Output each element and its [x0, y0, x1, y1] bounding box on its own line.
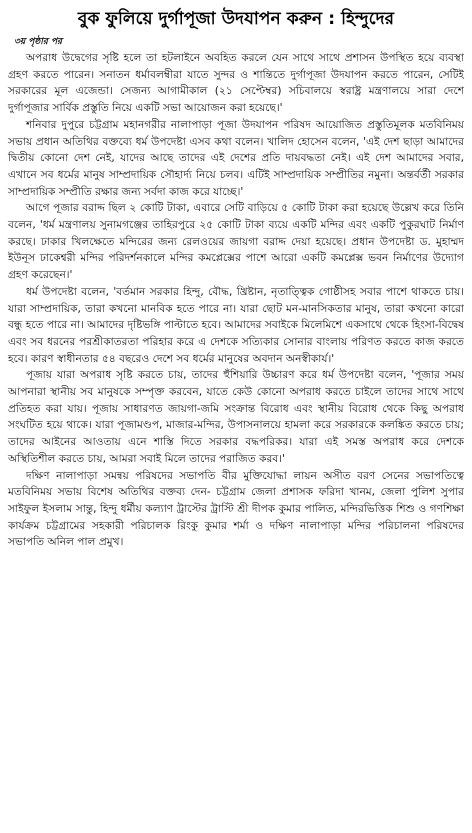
paragraph: শনিবার দুপুরে চট্টগ্রাম মহানগরীর নালাপাড়া পূজা উদযাপন পরিষদ আয়োজিত প্রস্তুতিমূলক মতবিনিময় সভায় প্রধান অতিথির বক্তব্যে ধর্ম উপদেষ্টা এসব কথা বলেন। খালিদ হোসেন বলেন, 'এই দেশ ছাড়া আমাদের দ্বিতীয় কোনো দেশ নেই, যাদের আছে তাদের এই দেশের প্রতি দায়বদ্ধতা নেই। এই দেশ আমাদের সবার, এখানে সব ধর্মের মানুষ সাম্প্রদায়িক সৌহার্দ্য নিয়ে চলব। এটিই সাম্প্রদায়িক সম্প্রীতির নমুনা। অন্তর্বর্তী সরকার সাম্প্রদায়িক সম্প্রীতি রক্ষার জন্য সর্বদা কাজ করে যাচ্ছে।'	[8, 118, 464, 198]
paragraph: আগে পূজার বরাদ্দ ছিল ২ কোটি টাকা, এবারে সেটি বাড়িয়ে ৫ কোটি টাকা করা হয়েছে উল্লেখ করে তিনি বলেন, 'ধর্ম মন্ত্রণালয় সুনামগঞ্জের তাহিরপুরে ২৫ কোটি টাকা ব্যয়ে একটি মন্দির এবং একটি পুকুরঘাট নির্মাণ করছে। ঢাকার খিলক্ষেতে মন্দিরের জন্য রেলওয়ের জায়গা বরাদ্দ দেয়া হয়েছে। প্রধান উপদেষ্টা ড. মুহাম্মদ ইউনূস ঢাকেশ্বরী মন্দির পরিদর্শনকালে মন্দির কমপ্লেক্সের পাশে আরো একটি কমপ্লেক্স ভবন নির্মাণের উদ্যোগ গ্রহণ করেছেন।'	[8, 202, 464, 282]
paragraph: ধর্ম উপদেষ্টা বলেন, 'বর্তমান সরকার হিন্দু, বৌদ্ধ, খ্রিষ্টান, নৃতাত্ত্বিক গোষ্ঠীসহ সবার পাশে থাকতে চায়। যারা সাম্প্রদায়িক, তারা কখনো মানবিক হতে পারে না। যারা ছোট মন-মানসিকতার মানুষ, তারা কখনো কারো বন্ধু হতে পারে না। আমাদের দৃষ্টিভঙ্গি পাল্টাতে হবে। আমাদের সবাইকে মিলেমিশে একসাথে থেকে হিংসা-বিদ্বেষ এবং সব ধরনের পরশ্রীকাতরতা পরিহার করে এ দেশকে সত্যিকার সোনার বাংলায় পরিণত করতে কাজ করতে হবে। কারণ স্বাধীনতার ৫৪ বছরেও দেশে সব ধর্মের মানুষের অবদান অনস্বীকার্য।'	[8, 285, 464, 365]
paragraph: পূজায় যারা অপরাধ সৃষ্টি করতে চায়, তাদের হুঁশিয়ারি উচ্চারণ করে ধর্ম উপদেষ্টা বলেন, 'পূজার সময় আপনারা স্থানীয় সব মানুষকে সম্পৃক্ত করবেন, যাতে কেউ কোনো অপরাধ করতে চাইলে তাদের সাথে সাথে প্রতিহত করা যায়। পূজায় সাধারণত জায়গা-জমি সংক্রান্ত বিরোধ এবং স্থানীয় বিরোধ থেকে কিছু অপরাধ সংঘটিত হয়ে থাকে। যারা পূজামণ্ডপ, মাজার-মন্দির, উপাসনালয়ে হামলা করে সরকারকে কলঙ্কিত করতে চায়; তাদের আইনের আওতায় এনে শাস্তি দিতে সরকার বদ্ধপরিকর। যারা এই সমস্ত অপরাধ করে দেশকে অস্থিতিশীল করতে চায়, আমরা সবাই মিলে তাদের পরাজিত করব।'	[8, 369, 464, 465]
article-body	[8, 50, 464, 551]
paragraph: দক্ষিণ নালাপাড়া সমন্বয় পরিষদের সভাপতি বীর মুক্তিযোদ্ধা লায়ন অসীত বরণ সেনের সভাপতিত্বে মতবিনিময় সভায় বিশেষ অতিথির বক্তব্য দেন- চট্টগ্রাম জেলা প্রশাসক ফরিদা খানম, জেলা পুলিশ সুপার সাইফুল ইসলাম সান্তু, হিন্দু ধর্মীয় কল্যাণ ট্রাস্টের ট্রাস্টি শ্রী দীপক কুমার পালিত, মন্দিরভিত্তিক শিশু ও গণশিক্ষা কার্যক্রম চট্টগ্রামের সহকারী পরিচালক রিংকু কুমার শর্মা ও দক্ষিণ নালাপাড়া মন্দির পরিচালনা পরিষদের সভাপতি অনিল পাল প্রমুখ।	[8, 469, 464, 549]
headline: বুক ফুলিয়ে দুর্গাপূজা উদযাপন করুন : হিন্দুদের	[77, 9, 395, 29]
continued-from-label: ৩য় পৃষ্ঠার পর	[14, 37, 63, 47]
paragraph: অপরাধ উদ্বেগের সৃষ্টি হলে তা হটলাইনে অবহিত করলে যেন সাথে সাথে প্রশাসন উপস্থিত হয়ে ব্যবস্থা গ্রহণ করতে পারেন। সনাতন ধর্মাবলম্বীরা যাতে সুন্দর ও শান্তিতে দুর্গাপূজা উদযাপন করতে পারেন, সেটিই সরকারের মূল এজেন্ডা। সেজন্য আগামীকাল (২১ সেপ্টেম্বর) সচিবালয়ে স্বরাষ্ট্র মন্ত্রণালয়ে সারা দেশে দুর্গাপূজার সার্বিক প্রস্তুতি নিয়ে একটি সভা আয়োজন করা হয়েছে।'	[8, 52, 464, 115]
